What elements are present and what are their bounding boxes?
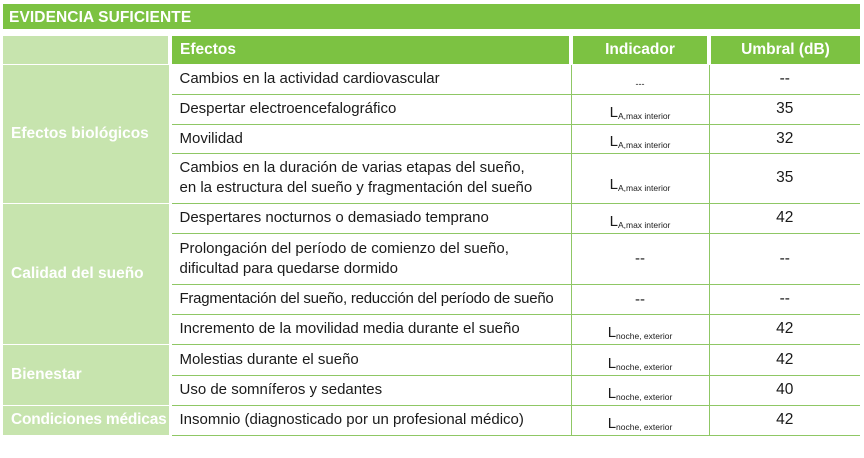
indicador-sub: noche, exterior bbox=[616, 361, 673, 372]
indicador-cell bbox=[571, 124, 709, 153]
efecto-cell: Despertares nocturnos o demasiado temprano bbox=[170, 203, 571, 233]
indicador-sub: A,max interior bbox=[617, 182, 671, 193]
umbral-cell: -- bbox=[709, 233, 860, 284]
efecto-line-1: Cambios en la duración de varias etapas del sueño, bbox=[179, 159, 525, 176]
category-efectos-biologicos: Efectos biológicos bbox=[3, 64, 170, 203]
indicador-cell bbox=[571, 405, 709, 435]
efecto-cell: Cambios en la actividad cardiovascular bbox=[170, 64, 571, 94]
header-indicador: Indicador bbox=[571, 36, 709, 64]
umbral-cell: 40 bbox=[709, 375, 860, 405]
indicador-main: L bbox=[609, 103, 618, 121]
efecto-cell: Incremento de la movilidad media durante el sueño bbox=[170, 314, 571, 344]
efecto-line-2: en la estructura del sueño y fragmentación del sueño bbox=[179, 179, 533, 196]
indicador-sub: A,max interior bbox=[617, 219, 671, 230]
header-umbral: Umbral (dB) bbox=[709, 36, 860, 64]
umbral-cell: 32 bbox=[709, 124, 860, 153]
indicador-main: L bbox=[609, 175, 618, 193]
efecto-cell: Despertar electroencefalográfico bbox=[170, 94, 571, 124]
indicador-dash: --- bbox=[635, 78, 645, 89]
table-row bbox=[3, 405, 860, 435]
efecto-cell: Molestias durante el sueño bbox=[170, 344, 571, 375]
indicador-cell bbox=[571, 314, 709, 344]
indicador-sub: noche, exterior bbox=[616, 330, 673, 341]
category-condiciones-medicas: Condiciones médicas bbox=[3, 405, 170, 435]
efecto-cell bbox=[170, 153, 571, 203]
indicador-cell bbox=[571, 64, 709, 94]
umbral-cell: -- bbox=[709, 64, 860, 94]
efecto-line-2: dificultad para quedarse dormido bbox=[179, 259, 398, 277]
indicador-main: L bbox=[609, 132, 618, 150]
indicador-cell: -- bbox=[571, 284, 709, 314]
indicador-cell bbox=[571, 153, 709, 203]
indicador-main: L bbox=[607, 323, 617, 341]
umbral-cell: 42 bbox=[709, 344, 860, 375]
umbral-cell: 42 bbox=[709, 203, 860, 233]
umbral-cell: 35 bbox=[709, 94, 860, 124]
efecto-cell: Insomnio (diagnosticado por un profesional médico) bbox=[170, 405, 571, 435]
efecto-cell: Fragmentación del sueño, reducción del período de sueño bbox=[170, 284, 571, 314]
indicador-main: L bbox=[607, 384, 617, 402]
indicador-cell bbox=[571, 94, 709, 124]
indicador-cell bbox=[571, 344, 709, 375]
indicador-main: L bbox=[607, 354, 617, 372]
table-row bbox=[3, 203, 860, 233]
table-row bbox=[3, 64, 860, 94]
header-blank bbox=[3, 36, 170, 64]
indicador-main: L bbox=[607, 414, 617, 432]
umbral-cell: 42 bbox=[709, 405, 860, 435]
indicador-cell: -- bbox=[571, 233, 709, 284]
indicador-cell bbox=[571, 203, 709, 233]
efecto-cell: Movilidad bbox=[170, 124, 571, 153]
indicador-sub: noche, exterior bbox=[616, 391, 673, 402]
indicador-sub: noche, exterior bbox=[616, 421, 673, 432]
umbral-cell: 42 bbox=[709, 314, 860, 344]
efecto-cell bbox=[170, 233, 571, 284]
umbral-cell: 35 bbox=[709, 153, 860, 203]
efecto-cell: Uso de somníferos y sedantes bbox=[170, 375, 571, 405]
category-calidad-sueno: Calidad del sueño bbox=[3, 203, 170, 344]
header-efectos: Efectos bbox=[170, 36, 571, 64]
indicador-cell bbox=[571, 375, 709, 405]
umbral-cell: -- bbox=[709, 284, 860, 314]
category-bienestar: Bienestar bbox=[3, 344, 170, 405]
indicador-sub: A,max interior bbox=[617, 110, 671, 121]
table-row bbox=[3, 344, 860, 375]
indicador-main: L bbox=[609, 212, 618, 230]
evidence-table bbox=[3, 36, 860, 436]
indicador-sub: A,max interior bbox=[617, 139, 671, 150]
efecto-line-1: Prolongación del período de comienzo del sueño, bbox=[179, 239, 509, 257]
header-row bbox=[3, 36, 860, 64]
table-title: EVIDENCIA SUFICIENTE bbox=[3, 4, 860, 29]
